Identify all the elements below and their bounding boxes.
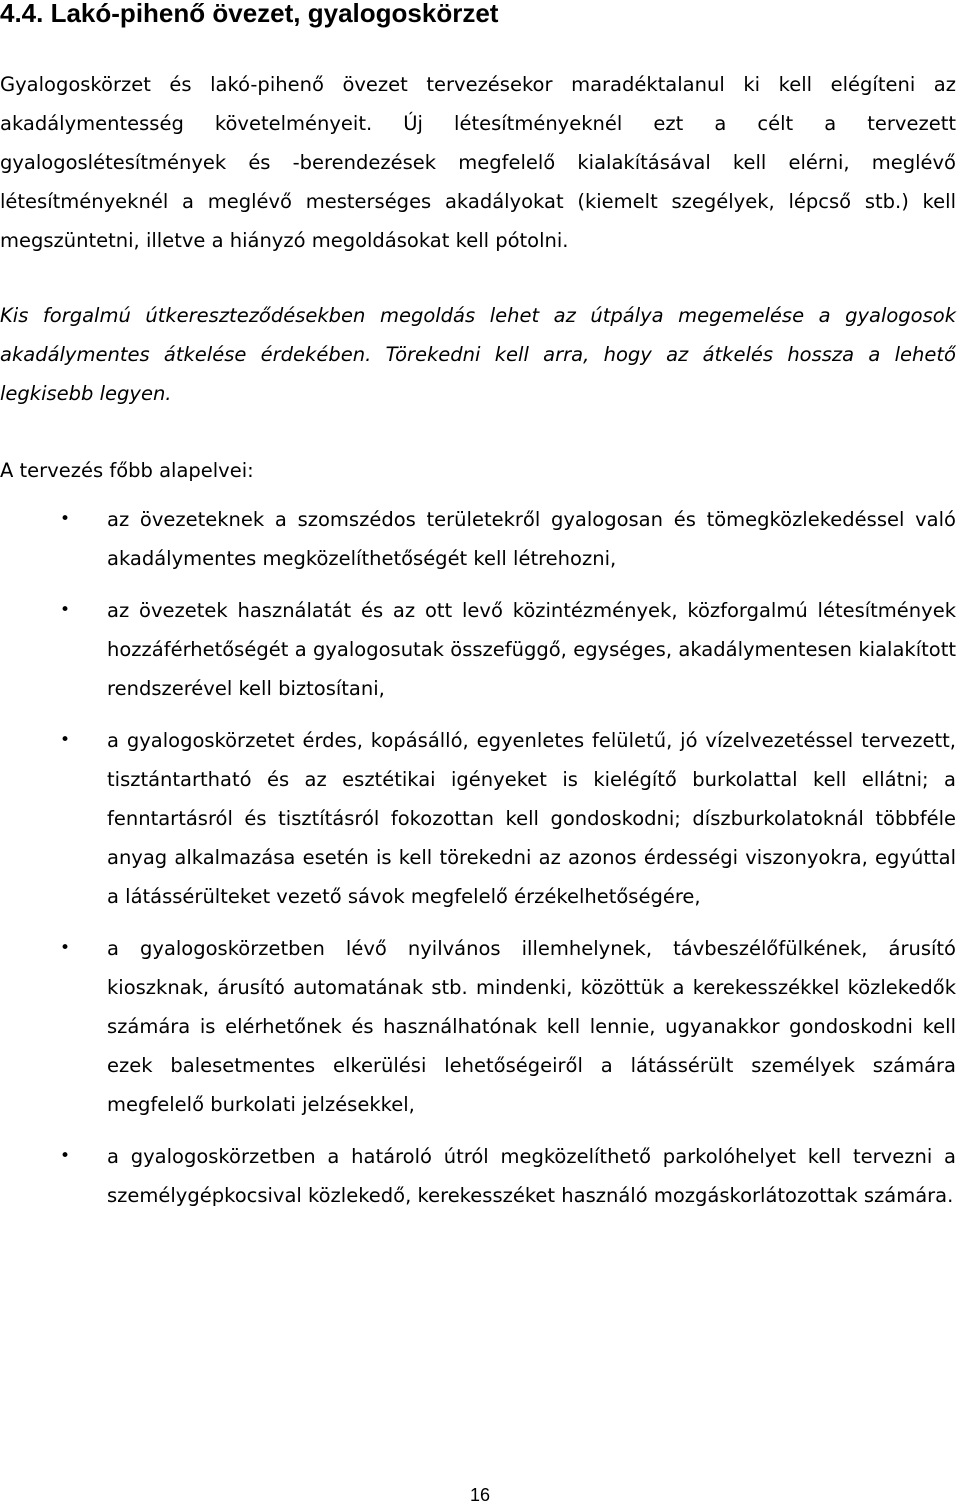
list-item-text: a gyalogoskörzetben lévő nyilvános illemhelynek, távbeszélőfülkének, árusító kioszknak, árusító automatának stb. mindenki, közöttük a kerekesszékkel közlekedők számára is elérhetőnek és használhatónak kell lennie, ugyanakkor gondoskodni kell ezek balesetmentes elkerülési lehetőségeiről a látássérült személyek számára megfelelő burkolati jelzésekkel, <box>107 937 956 1116</box>
list-item <box>0 500 956 578</box>
list-item-text: az övezeteknek a szomszédos területekről gyalogosan és tömegközlekedéssel való akadálymentes megközelíthetőségét kell létrehozni, <box>107 508 956 570</box>
list-item-text: az övezetek használatát és az ott levő közintézmények, közforgalmú létesítmények hozzáférhetőségét a gyalogosutak összefüggő, egységes, akadálymentesen kialakított rendszerével kell biztosítani, <box>107 599 956 700</box>
bullet-icon: • <box>60 730 71 750</box>
bullet-icon: • <box>60 509 71 529</box>
intersection-note-paragraph: Kis forgalmú útkereszteződésekben megoldás lehet az útpálya megemelése a gyalogosok akadálymentes átkelése érdekében. Törekedni kell arra, hogy az átkelés hossza a lehető legkisebb legyen. <box>0 304 956 405</box>
page-number: 16 <box>469 1485 491 1505</box>
section-heading: 4.4. Lakó-pihenő övezet, gyalogoskörzet <box>0 0 499 28</box>
list-item-text: a gyalogoskörzetet érdes, kopásálló, egyenletes felületű, jó vízelvezetéssel tervezett, tisztántartható és az esztétikai igényeket is kielégítő burkolattal kell ellátni; a fenntartásról és tisztításról fokozottan kell gondoskodni; díszburkolatoknál többféle anyag alkalmazása esetén is kell törekedni az azonos érdességi viszonyokra, egyúttal a látássérülteket vezető sávok megfelelő érzékelhetőségére, <box>107 729 956 908</box>
list-item <box>0 721 956 916</box>
principles-list <box>0 500 956 1228</box>
list-item <box>0 591 956 708</box>
list-item <box>0 929 956 1124</box>
bullet-icon: • <box>60 938 71 958</box>
list-item-text: a gyalogoskörzetben a határoló útról megközelíthető parkolóhelyet kell tervezni a személygépkocsival közlekedő, kerekesszéket használó mozgáskorlátozottak számára. <box>107 1145 956 1207</box>
list-item <box>0 1137 956 1215</box>
bullet-icon: • <box>60 1146 71 1166</box>
principles-intro: A tervezés főbb alapelvei: <box>0 459 254 482</box>
bullet-icon: • <box>60 600 71 620</box>
intro-paragraph: Gyalogoskörzet és lakó-pihenő övezet tervezésekor maradéktalanul ki kell elégíteni az akadálymentesség követelményeit. Új létesítményeknél ezt a célt a tervezett gyalogoslétesítmények és -berendezések megfelelő kialakításával kell elérni, meglévő létesítményeknél a meglévő mesterséges akadályokat (kiemelt szegélyek, lépcső stb.) kell megszüntetni, illetve a hiányzó megoldásokat kell pótolni. <box>0 73 956 252</box>
